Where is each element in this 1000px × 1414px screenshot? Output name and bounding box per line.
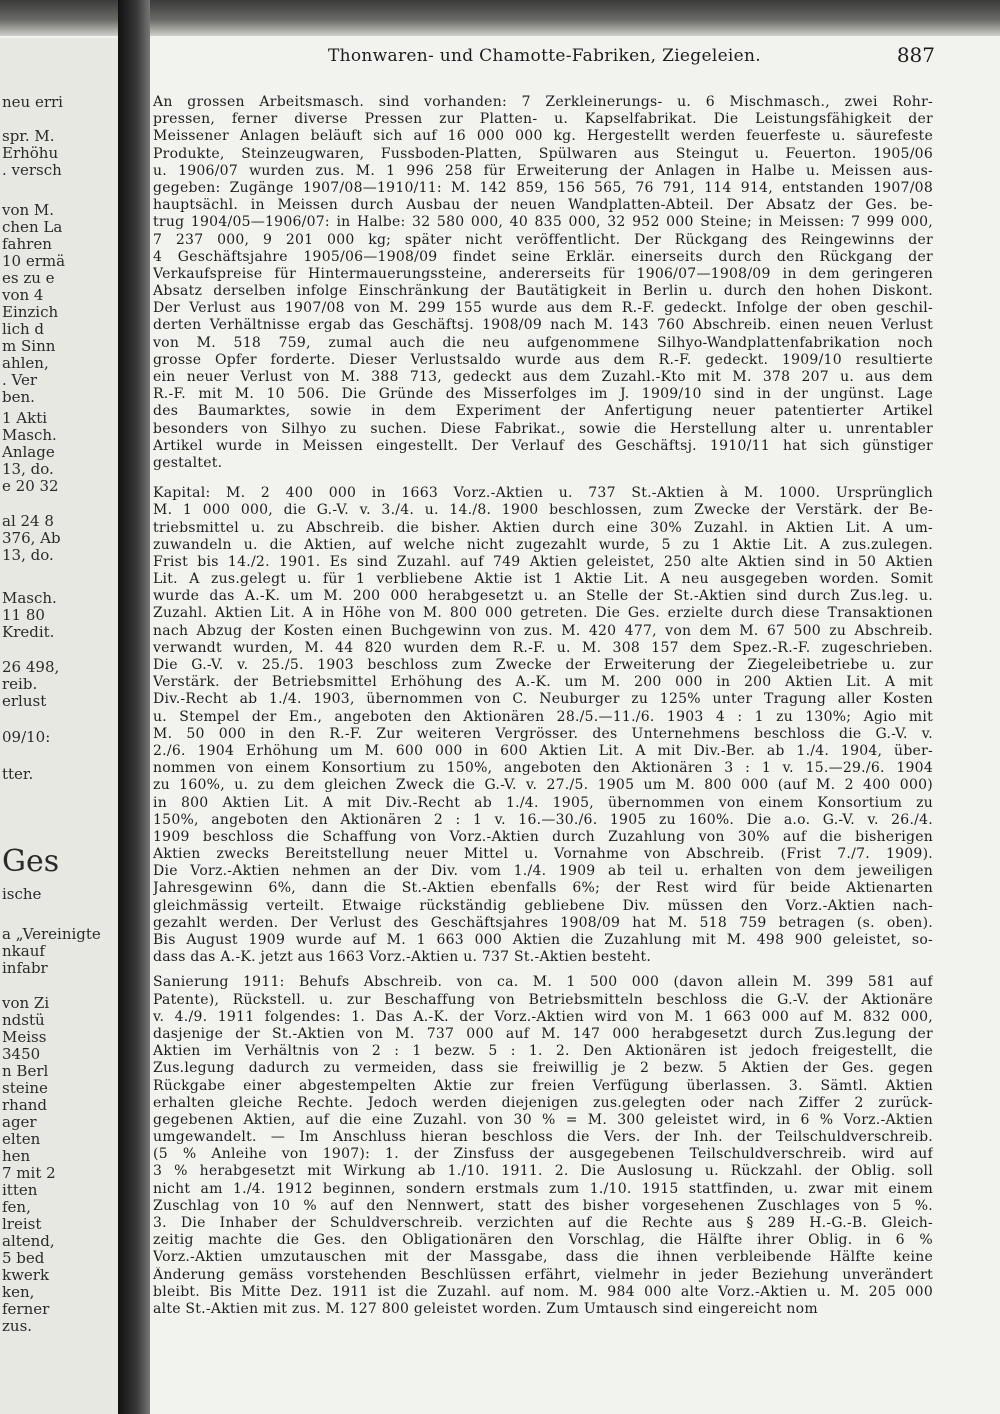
- text-line: R.-F. mit M. 10 506. Die Gründe des Misserfolges im J. 1909/10 sind in der ungünst. Lage: [153, 386, 933, 403]
- facing-page-line: ben.: [2, 388, 35, 406]
- facing-page-line: 09/10:: [2, 728, 51, 746]
- facing-page-line: ken,: [2, 1283, 35, 1301]
- text-line: Produkte, Steinzeugwaren, Fussboden-Platten, Spülwaren aus Steingut u. Feuerton. 1905/06: [153, 145, 933, 162]
- text-line: Verkaufspreise für Hintermauerungssteine, andererseits für 1906/07—1908/09 in dem geringeren: [153, 265, 933, 282]
- facing-page-line: ager: [2, 1113, 37, 1131]
- text-line: An grossen Arbeitsmasch. sind vorhanden: 7 Zerkleinerungs- u. 6 Mischmasch., zwei Rohr-: [153, 94, 933, 110]
- facing-page-line: lich d: [2, 320, 45, 338]
- text-line: wurde das A.-K. um M. 200 000 herabgesetzt u. an Stelle der St.-Aktien sind durch Zus.leg. u.: [153, 588, 933, 605]
- facing-page-line: 13, do.: [2, 460, 54, 478]
- text-line: Frist bis 14./2. 1901. Es sind Zuzahl. auf 749 Aktien geleistet, 250 alte Aktien sind in 50 Aktien: [153, 553, 933, 570]
- text-line: Sanierung 1911: Behufs Abschreib. von ca. M. 1 500 000 (davon allein M. 399 581 auf: [153, 974, 933, 991]
- text-line: 7 237 000, 9 201 000 kg; später nicht veröffentlicht. Der Rückgang des Reingewinns der: [153, 231, 933, 248]
- facing-page-line: altend,: [2, 1232, 55, 1250]
- facing-page-fragment: [0, 38, 118, 1414]
- facing-page-line: al 24 8: [2, 512, 54, 530]
- paragraph: [153, 485, 933, 966]
- facing-page-line: 1 Akti: [2, 409, 48, 427]
- text-line: in 800 Aktien Lit. A mit Div.-Recht ab 1./4. 1905, übernommen von einem Konsortium zu: [153, 794, 933, 811]
- facing-page-line: elten: [2, 1130, 41, 1148]
- text-line: zuwandeln u. die Aktien, auf welche nicht zugezahlt wurde, 5 zu 1 Aktie Lit. A zus.zulegen.: [153, 536, 933, 553]
- facing-page-line: e 20 32: [2, 477, 59, 495]
- text-line: hauptsächl. in Meissen durch Ausbau der neuen Wandplatten-Abteil. Der Absatz der Ges. be-: [153, 197, 933, 214]
- facing-page-line: fen,: [2, 1198, 31, 1216]
- text-line: pressen, ferner diverse Pressen zur Platten- u. Kapselfabrikat. Die Leistungsfähigkeit der: [153, 111, 933, 128]
- text-line: v. 4./9. 1911 folgendes: 1. Das A.-K. der Vorz.-Aktien wird von M. 1 663 000 auf M. 832 000,: [153, 1008, 933, 1025]
- text-line: Verstärk. der Betriebsmittel Erhöhung des A.-K. um M. 200 000 in 200 Aktien Lit. A mit: [153, 674, 933, 691]
- text-line: Die Vorz.-Aktien nehmen an der Div. vom 1./4. 1909 ab teil u. erhalten von dem jeweiligen: [153, 863, 933, 880]
- text-line: 1909 beschloss die Schaffung von Vorz.-Aktien durch Zuzahlung von 30% auf die bisherigen: [153, 828, 933, 845]
- text-line: Die G.-V. v. 25./5. 1903 beschloss zum Zwecke der Erweiterung der Ziegeleibetriebe u. zur: [153, 657, 933, 673]
- text-line: M. 50 000 in den R.-F. Zur weiteren Vergrösser. des Unternehmens beschloss die G.-V. v.: [153, 725, 933, 742]
- facing-page-line: . versch: [2, 161, 62, 179]
- facing-page-line: 13, do.: [2, 546, 54, 564]
- text-line: Rückgabe einer abgestempelten Aktie zur freien Verfügung überlassen. 3. Sämtl. Aktien: [153, 1077, 933, 1094]
- facing-page-line: Einzich: [2, 303, 59, 321]
- text-line: nach Abzug der Kosten einen Buchgewinn von zus. M. 420 477, von dem M. 67 500 zu Abschreib.: [153, 622, 933, 639]
- text-line: Aktien zwecks Bereitstellung neuer Mittel u. Vornahme von Abschreib. (Frist 7./7. 1909).: [153, 846, 933, 863]
- facing-page-line: Kredit.: [2, 623, 55, 641]
- text-line: Absatz derselben infolge Einschränkung der Bautätigkeit in Berlin u. durch den hohen Diskont.: [153, 283, 933, 300]
- facing-page-line: Erhöhu: [2, 144, 59, 162]
- facing-page-line: 11 80: [2, 606, 45, 624]
- facing-page-line: 7 mit 2: [2, 1164, 56, 1182]
- text-line: gestaltet.: [153, 454, 223, 471]
- text-line: (5 % Anleihe von 1907): 1. der Zinsfuss der ausgegebenen Teilschuldverschreib. wird auf: [153, 1146, 933, 1163]
- facing-page-line: rhand: [2, 1096, 48, 1114]
- text-line: von M. 518 759, zumal auch die neu aufgenommene Silhyo-Wandplattenfabrikation noch: [153, 334, 933, 351]
- text-line: derten Verhältnisse ergab das Geschäftsj. 1908/09 nach M. 143 760 Abschreib. einen neuen Verlust: [153, 317, 933, 334]
- text-line: Div.-Recht ab 1./4. 1903, übernommen von C. Neuburger zu 125% unter Tragung aller Kosten: [153, 691, 933, 708]
- text-line: M. 1 000 000, die G.-V. v. 3./4. u. 14./8. 1900 beschlossen, zum Zwecke der Verstärk. der Be-: [153, 502, 933, 519]
- facing-page-line: hen: [2, 1147, 31, 1165]
- facing-page-line: Ges: [2, 844, 60, 879]
- paragraph-gap: [153, 966, 933, 974]
- facing-page-line: von M.: [2, 201, 55, 219]
- book-gutter: [118, 0, 150, 1414]
- text-line: 2./6. 1904 Erhöhung um M. 600 000 in 600 Aktien Lit. A mit Div.-Ber. ab 1./4. 1904, über-: [153, 742, 933, 759]
- scan-top-edge: [0, 0, 1000, 36]
- text-line: Jahresgewinn 6%, dann die St.-Aktien ebenfalls 6%; der Rest wird für beide Aktienarten: [153, 880, 933, 897]
- facing-page-line: spr. M.: [2, 127, 55, 145]
- facing-page-line: 26 498,: [2, 658, 60, 676]
- text-line: gegeben: Zugänge 1907/08—1910/11: M. 142 859, 156 565, 76 791, 114 914, entstanden 1907/08: [153, 179, 933, 196]
- facing-page-line: Masch.: [2, 426, 57, 444]
- text-line: nommen von einem Konsortium zu 150%, angeboten den Aktionären 3 : 1 v. 15.—29./6. 1904: [153, 760, 933, 777]
- text-line: zeitig machte die Ges. den Obligationären den Vorschlag, die Hälfte ihrer Oblig. in 6 %: [153, 1232, 933, 1249]
- page-body: [153, 94, 933, 1318]
- facing-page-line: . Ver: [2, 371, 38, 389]
- facing-page-line: steine: [2, 1079, 48, 1097]
- running-title: Thonwaren- und Chamotte-Fabriken, Ziegeleien.: [328, 46, 761, 66]
- facing-page-line: 5 bed: [2, 1249, 45, 1267]
- text-line: gezahlt werden. Der Verlust des Geschäftsjahres 1908/09 hat M. 518 759 betragen (s. oben).: [153, 914, 933, 931]
- facing-page-line: Anlage: [2, 443, 55, 461]
- page-number: 887: [896, 43, 935, 67]
- text-line: Der Verlust aus 1907/08 von M. 299 155 wurde aus dem R.-F. gedeckt. Infolge der oben geschil-: [153, 300, 933, 317]
- facing-page-line: von Zi: [2, 994, 50, 1012]
- paragraph: [153, 94, 933, 472]
- text-line: Vorz.-Aktien umzutauschen mit der Massgabe, dass die ihnen verbleibende Hälfte keine: [153, 1249, 933, 1266]
- text-line: 150%, angeboten den Aktionären 2 : 1 v. 16.—30./6. 1905 zu 160%. Die a.o. G.-V. v. 26./4.: [153, 811, 933, 828]
- page-header: [150, 43, 935, 74]
- text-line: Zuzahl. Aktien Lit. A in Höhe von M. 800 000 getreten. Die Ges. erzielte durch diese Transaktionen: [153, 605, 933, 622]
- facing-page-line: tter.: [2, 765, 34, 783]
- text-line: Bis August 1909 wurde auf M. 1 663 000 Aktien die Zuzahlung mit M. 498 900 geleistet, so-: [153, 932, 933, 948]
- text-line: Kapital: M. 2 400 000 in 1663 Vorz.-Aktien u. 737 St.-Aktien à M. 1000. Ursprünglich: [153, 485, 933, 502]
- text-line: triebsmittel u. zu Abschreib. die bisher. Aktien durch eine 30% Zuzahl. in Aktien Lit. A um-: [153, 519, 933, 536]
- text-line: gegebenen Aktien, auf die eine Zuzahl. von 30 % = M. 300 geleistet wird, in 6 % Vorz.-Aktien: [153, 1111, 933, 1128]
- facing-page-line: itten: [2, 1181, 38, 1199]
- text-line: verwandt wurden, M. 44 820 wurden dem R.-F. u. M. 308 157 dem Spez.-R.-F. zugeschrieben.: [153, 639, 933, 656]
- text-line: nicht am 1./4. 1912 beginnen, sondern erstmals zum 1./10. 1915 stattfinden, u. zwar mit einem: [153, 1180, 933, 1197]
- facing-page-line: von 4: [2, 286, 44, 304]
- text-line: alte St.-Aktien mit zus. M. 127 800 geleistet worden. Zum Umtausch sind eingereicht nom: [153, 1300, 818, 1317]
- facing-page-line: n Berl: [2, 1062, 49, 1080]
- text-line: Änderung gemäss vorstehenden Beschlüssen erfährt, vielmehr in jeder Beziehung unverändert: [153, 1266, 933, 1283]
- text-line: ein neuer Verlust von M. 388 713, gedeckt aus dem Zuzahl.-Kto mit M. 378 207 u. aus dem: [153, 369, 933, 385]
- text-line: des Baumarktes, sowie in dem Experiment der Anfertigung neuer patentierter Artikel: [153, 403, 933, 420]
- facing-page-line: 376, Ab: [2, 529, 61, 547]
- facing-page-line: ahlen,: [2, 354, 49, 372]
- text-line: Zuschlag von 10 % auf den Nennwert, statt des bisher vorgesehenen Zuschlages von 5 %.: [153, 1197, 933, 1214]
- facing-page-line: 3450: [2, 1045, 41, 1063]
- facing-page-line: a „Vereinigte: [2, 925, 101, 943]
- text-line: erhalten gleiche Rechte. Jedoch werden diejenigen zus.gelegten oder nach Ziffer 2 zurück-: [153, 1094, 933, 1111]
- facing-page-line: lreist: [2, 1215, 42, 1233]
- text-line: gleichmässig verteilt. Etwaige rückständig gebliebene Div. müssen den Vorz.-Aktien nach-: [153, 897, 933, 914]
- facing-page-line: ndstü: [2, 1011, 45, 1029]
- facing-page-line: kwerk: [2, 1266, 50, 1284]
- paragraph-gap: [153, 472, 933, 485]
- text-line: grosse Opfer forderte. Dieser Verlustsaldo wurde aus dem R.-F. gedeckt. 1909/10 resultierte: [153, 351, 933, 368]
- text-line: Meissener Anlagen beläuft sich auf 16 000 000 kg. Hergestellt werden feuerfeste u. säurefeste: [153, 128, 933, 145]
- text-line: zu 160%, u. zu dem gleichen Zweck die G.-V. v. 27./5. 1905 um M. 800 000 (auf M. 2 400 000): [153, 777, 933, 794]
- text-line: umgewandelt. — Im Anschluss hieran beschloss die Vers. der Inh. der Teilschuldverschreib.: [153, 1129, 933, 1146]
- text-line: bleibt. Bis Mitte Dez. 1911 ist die Zuzahl. auf nom. M. 984 000 alte Vorz.-Aktien u. M. 205 000: [153, 1283, 933, 1300]
- facing-page-line: reib.: [2, 675, 38, 693]
- text-line: besonders von Silhyo zu suchen. Diese Fabrikat., sowie die Herstellung alter u. unrentabler: [153, 420, 933, 437]
- facing-page-line: ferner: [2, 1300, 50, 1318]
- facing-page-line: Masch.: [2, 589, 57, 607]
- text-line: Patente), Rückstell. u. zur Beschaffung von Betriebsmitteln beschloss die G.-V. der Aktionäre: [153, 991, 933, 1008]
- text-line: 4 Geschäftsjahre 1905/06—1908/09 findet seine Erklär. einerseits durch den Rückgang der: [153, 248, 933, 265]
- text-line: 3. Die Inhaber der Schuldverschreib. verzichten auf die Rechte aus § 289 H.-G.-B. Gleich-: [153, 1215, 933, 1231]
- text-line: dass das A.-K. jetzt aus 1663 Vorz.-Aktien u. 737 St.-Aktien besteht.: [153, 949, 652, 966]
- text-line: Artikel wurde in Meissen eingestellt. Der Verlauf des Geschäftsj. 1910/11 hat sich günstiger: [153, 437, 933, 454]
- facing-page-line: infabr: [2, 959, 48, 977]
- facing-page-line: nkauf: [2, 942, 45, 960]
- facing-page-line: Meiss: [2, 1028, 47, 1046]
- text-line: 3 % herabgesetzt mit Wirkung ab 1./10. 1911. 2. Die Auslosung u. Rückzahl. der Oblig. soll: [153, 1163, 933, 1180]
- facing-page-line: neu erri: [2, 93, 63, 111]
- facing-page-line: es zu e: [2, 269, 55, 287]
- facing-page-line: ische: [2, 885, 42, 903]
- text-line: Lit. A zus.gelegt u. für 1 verbliebene Aktie ist 1 Aktie Lit. A neu ausgegeben worden. Somit: [153, 571, 933, 588]
- text-line: u. Stempel der Em., angeboten den Aktionären 28./5.—11./6. 1903 4 : 1 zu 130%; Agio mit: [153, 708, 933, 725]
- facing-page-line: zus.: [2, 1317, 33, 1335]
- facing-page-line: erlust: [2, 692, 47, 710]
- text-line: Aktien im Verhältnis von 2 : 1 bezw. 5 : 1. 2. Den Aktionären ist jedoch freigestellt, die: [153, 1043, 933, 1060]
- text-line: Zus.legung dadurch zu vermeiden, dass sie freiwillig je 2 bezw. 5 Aktien der Ges. gegen: [153, 1060, 933, 1077]
- text-line: u. 1906/07 wurden zus. M. 1 996 258 für Erweiterung der Anlagen in Halbe u. Meissen aus-: [153, 162, 933, 179]
- facing-page-line: 10 ermä: [2, 252, 66, 270]
- facing-page-line: chen La: [2, 218, 63, 236]
- text-line: trug 1904/05—1906/07: in Halbe: 32 580 000, 40 835 000, 32 952 000 Steine; in Meissen: 7 999 000,: [153, 214, 933, 231]
- paragraph: [153, 974, 933, 1318]
- facing-page-line: fahren: [2, 235, 52, 253]
- text-line: dasjenige der St.-Aktien von M. 737 000 auf M. 147 000 herabgesetzt durch Zus.legung der: [153, 1025, 933, 1042]
- facing-page-line: m Sinn: [2, 337, 56, 355]
